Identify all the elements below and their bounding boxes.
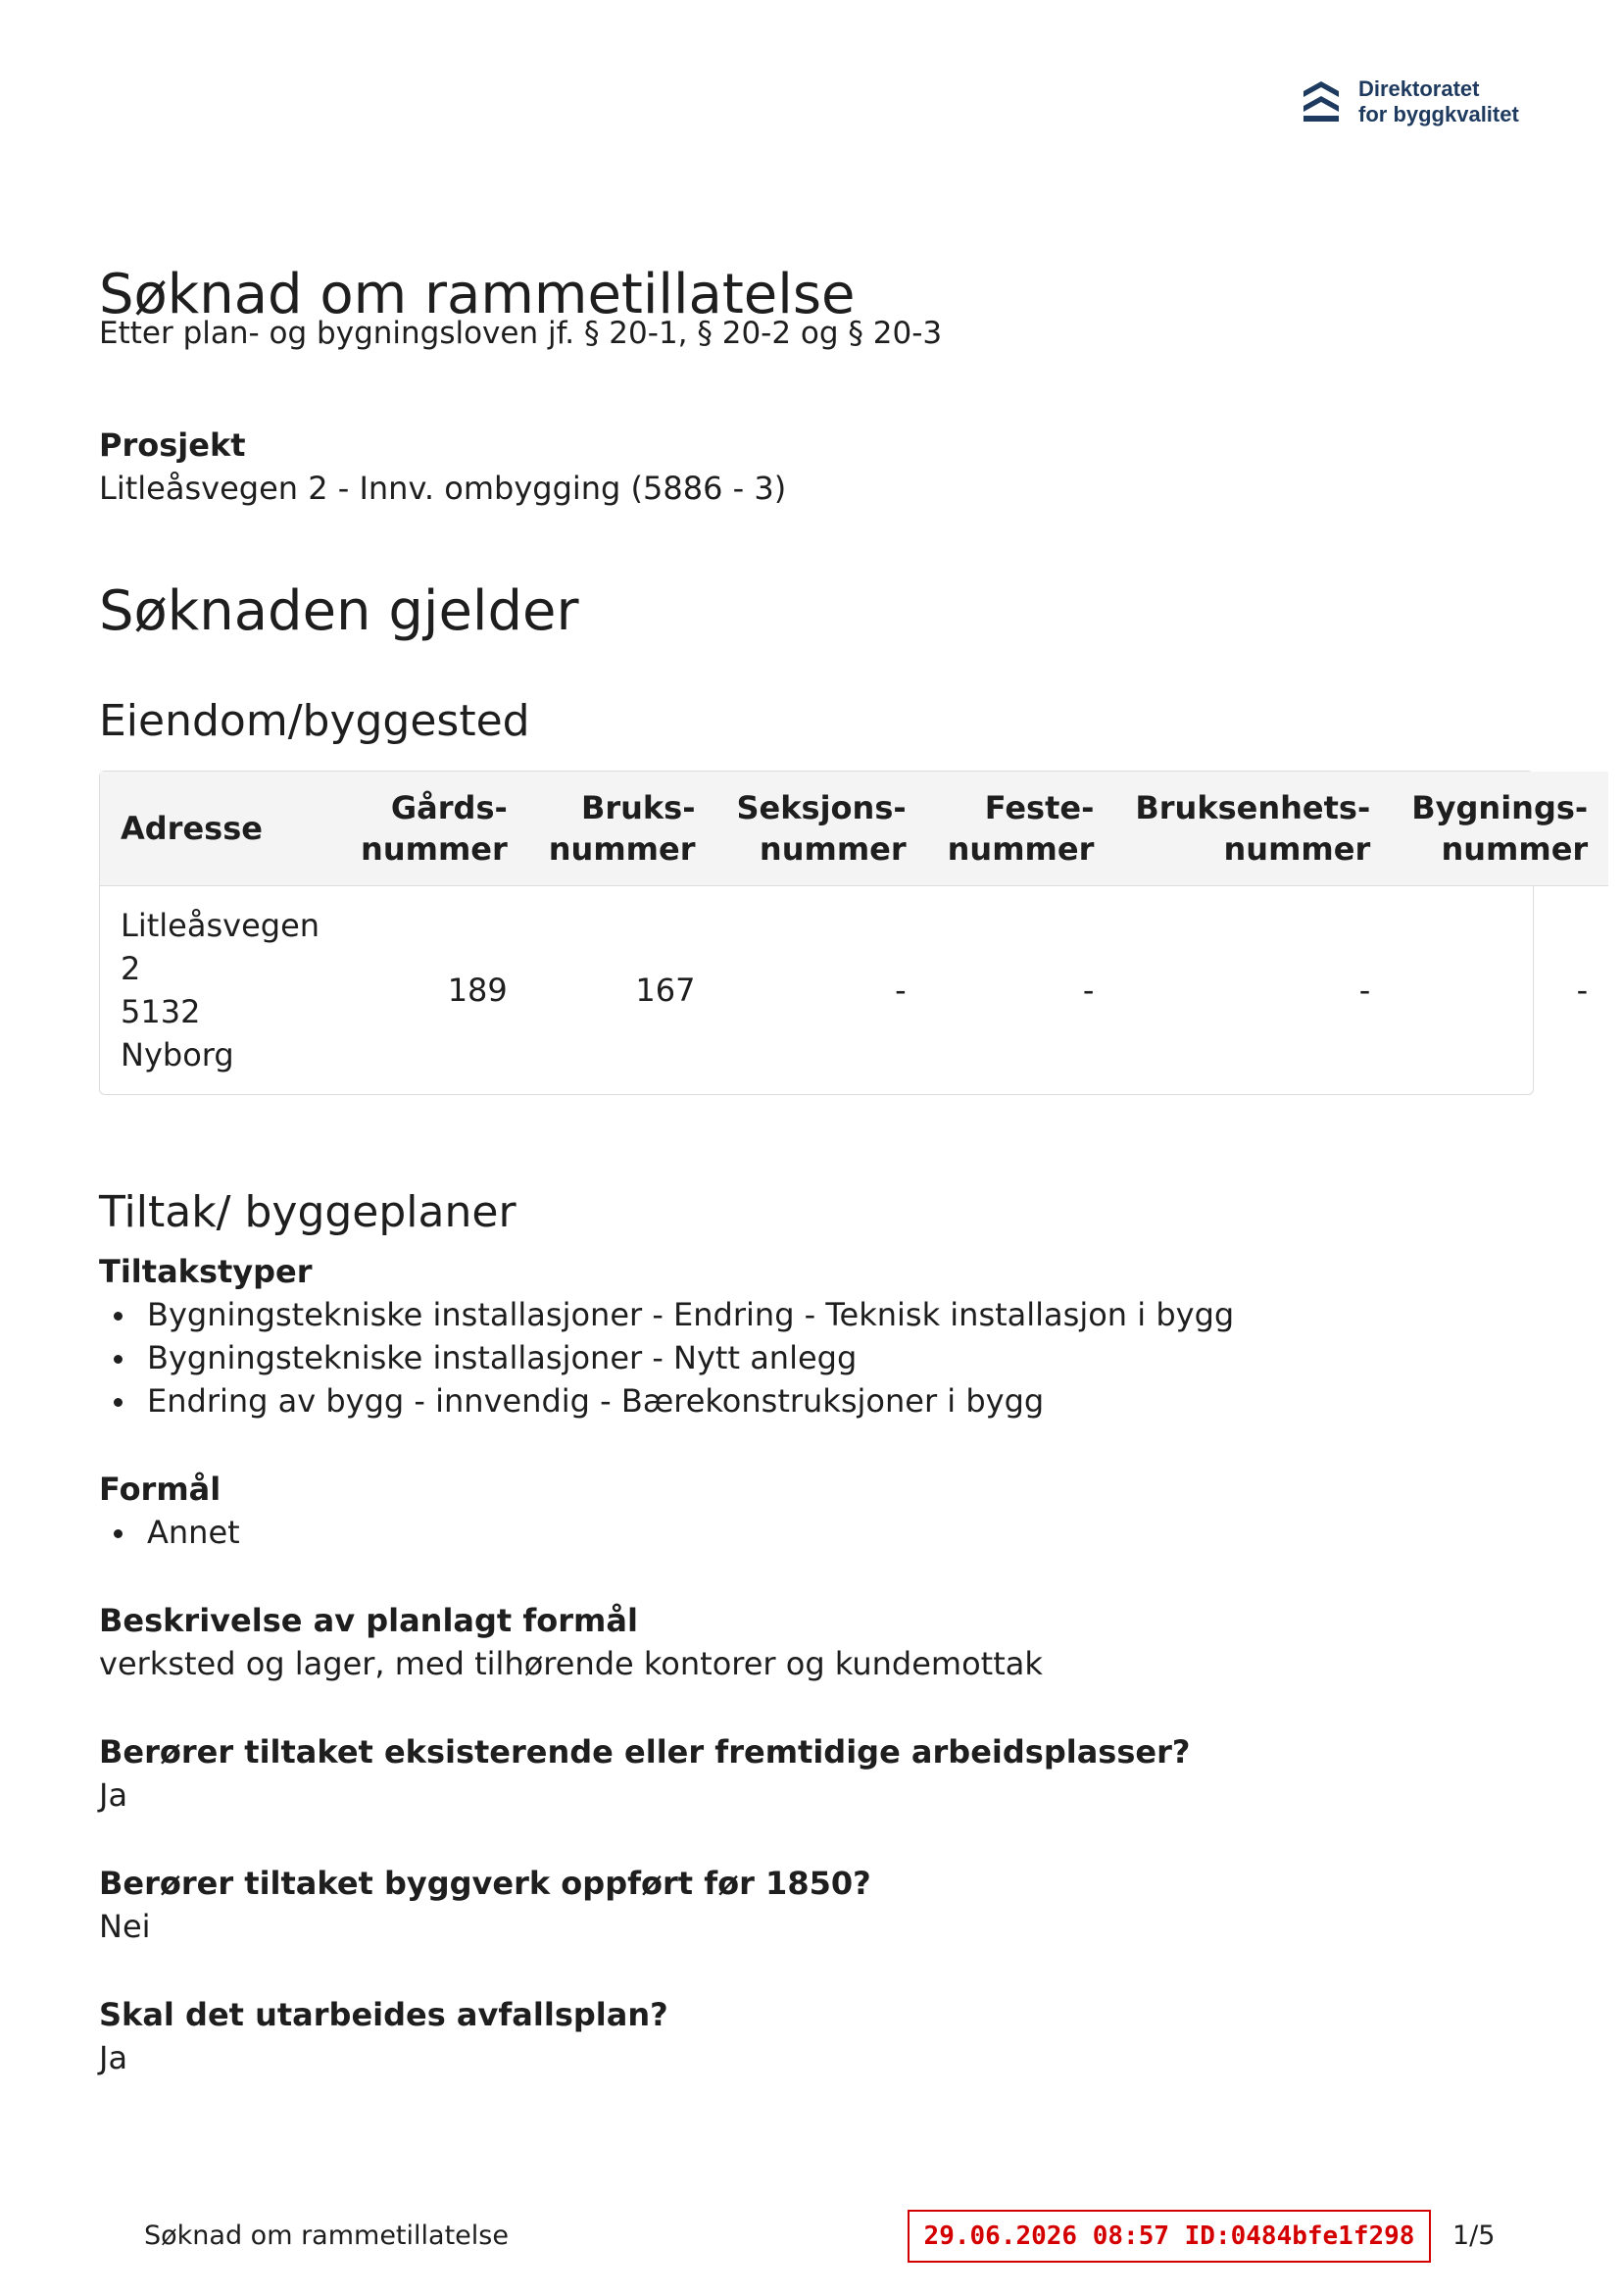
column-header-adresse: Adresse <box>100 772 340 886</box>
description-field <box>99 1599 1534 1685</box>
waste-plan-answer: Ja <box>99 2039 128 2076</box>
page-number: 1/5 <box>1452 2221 1496 2251</box>
cell-bruksnummer: 167 <box>635 972 696 1009</box>
cell-seksjonsnummer: - <box>895 972 907 1009</box>
logo-line-1: Direktoratet <box>1358 76 1480 101</box>
description-value: verksted og lager, med tilhørende kontorer og kundemottak <box>99 1645 1043 1682</box>
measures-heading: Tiltak/ byggeplaner <box>99 1187 516 1237</box>
project-label: Prosjekt <box>99 426 246 464</box>
workplaces-question: Berører tiltaket eksisterende eller fremtidige arbeidsplasser? <box>99 1733 1191 1771</box>
logo-line-2: for byggkvalitet <box>1358 102 1519 126</box>
project-section <box>99 424 1534 510</box>
cell-festenummer: - <box>1082 972 1095 1009</box>
waste-plan-field <box>99 1993 1534 2079</box>
column-header-bygningsnummer: Bygnings- nummer <box>1391 772 1608 886</box>
column-header-seksjonsnummer: Seksjons- nummer <box>716 772 927 886</box>
column-header-bruksnummer: Bruks- nummer <box>528 772 716 886</box>
description-label: Beskrivelse av planlagt formål <box>99 1602 638 1639</box>
list-item: Bygningstekniske installasjoner - Endring - Teknisk installasjon i bygg <box>147 1293 1534 1336</box>
cell-bygningsnummer: - <box>1576 972 1589 1009</box>
cell-bruksenhetsnummer: - <box>1358 972 1371 1009</box>
measure-types-list <box>99 1293 1534 1423</box>
project-value: Litleåsvegen 2 - Innv. ombygging (5886 - 3) <box>99 470 787 507</box>
workplaces-field <box>99 1730 1534 1817</box>
workplaces-answer: Ja <box>99 1776 128 1814</box>
list-item: Bygningstekniske installasjoner - Nytt anlegg <box>147 1336 1534 1379</box>
timestamp-id-stamp: 29.06.2026 08:57 ID:0484bfe1f298 <box>908 2210 1431 2263</box>
cell-gardsnummer: 189 <box>447 972 508 1009</box>
list-item: Endring av bygg - innvendig - Bærekonstruksjoner i bygg <box>147 1379 1534 1423</box>
property-table <box>99 771 1589 1095</box>
purpose-field <box>99 1468 1534 1554</box>
logo-wordmark <box>1358 76 1519 127</box>
purpose-label: Formål <box>99 1471 221 1508</box>
cell-address: Litleåsvegen 2 5132 Nyborg <box>121 907 320 1073</box>
column-header-bruksenhetsnummer: Bruksenhets- nummer <box>1114 772 1391 886</box>
measure-types-label: Tiltakstyper <box>99 1253 313 1290</box>
table-row <box>100 886 1608 1095</box>
measure-types-field <box>99 1250 1534 1423</box>
property-table-header-row <box>100 772 1608 886</box>
list-item: Annet <box>147 1511 1534 1554</box>
logo <box>1302 76 1519 127</box>
footer-title: Søknad om rammetillatelse <box>144 2221 509 2251</box>
document-subtitle: Etter plan- og bygningsloven jf. § 20-1, § 20-2 og § 20-3 <box>99 316 943 351</box>
pre1850-field <box>99 1862 1534 1948</box>
column-header-gardsnummer: Gårds- nummer <box>340 772 528 886</box>
dibk-chevron-logo-icon <box>1302 79 1341 125</box>
purpose-list <box>99 1511 1534 1554</box>
waste-plan-question: Skal det utarbeides avfallsplan? <box>99 1996 668 2033</box>
document-title: Søknad om rammetillatelse <box>99 263 856 326</box>
document-body <box>99 263 1589 2079</box>
pre1850-question: Berører tiltaket byggverk oppført før 1850? <box>99 1865 871 1902</box>
column-header-festenummer: Feste- nummer <box>927 772 1115 886</box>
pre1850-answer: Nei <box>99 1908 151 1945</box>
section-heading: Søknaden gjelder <box>99 579 579 643</box>
property-heading: Eiendom/byggested <box>99 696 530 746</box>
